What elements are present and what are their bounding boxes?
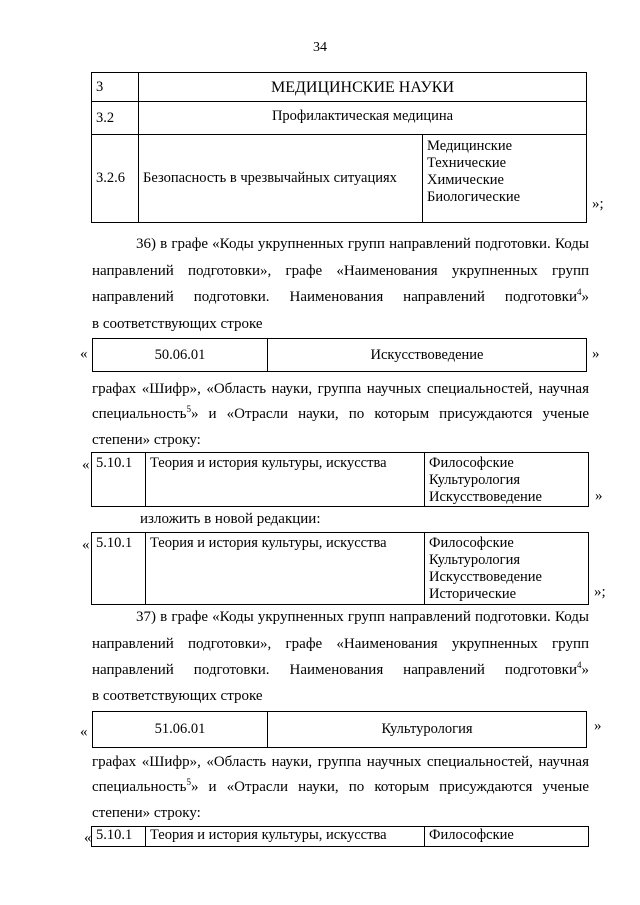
cell-title: Профилактическая медицина [139,102,587,135]
paragraph-line: направлений подготовки», графе «Наименования укрупненных групп [92,263,589,279]
cell-code: 3.2.6 [92,135,139,223]
table-row-5-10-1 [91,452,589,507]
cell-sciences: Философские [425,827,589,847]
cell-title: МЕДИЦИНСКИЕ НАУКИ [139,73,587,102]
paragraph-line: направлений подготовки», графе «Наименования укрупненных групп [92,636,589,652]
paragraph-line: графах «Шифр», «Область науки, группа научных специальностей, научная [92,754,589,770]
science-item: Искусствоведение [429,489,542,505]
science-item: Технические [427,155,507,171]
open-quote: « [82,457,90,473]
cell-name: Безопасность в чрезвычайных ситуациях [139,135,423,223]
paragraph-line: специальность$^5$» и «Отрасли науки, по которым присуждаются ученые [92,404,589,422]
cell-code: 3 [92,73,139,102]
open-quote: « [80,346,88,362]
closing-quote: »; [592,196,604,212]
science-item: Философские [429,535,514,551]
cell-code: 5.10.1 [92,533,146,605]
cell-name: Искусствоведение [268,339,587,372]
science-item: Медицинские [427,138,513,154]
science-item: Химические [427,172,504,188]
edit-instruction: изложить в новой редакции: [140,511,321,527]
science-item: Искусствоведение [429,569,542,585]
cell-name: Теория и история культуры, искусства [146,533,425,605]
cell-code: 51.06.01 [93,712,268,748]
table-row-51-06-01 [92,711,587,748]
closing-quote: » [594,718,602,734]
paragraph-line: в соответствующих строке [92,316,263,332]
science-item: Исторические [429,586,517,602]
paragraph-line: направлений подготовки. Наименования направлений подготовки$^4$» [92,660,589,678]
cell-sciences [425,533,589,605]
table-medical-sciences [91,72,587,223]
cell-name: Культурология [268,712,587,748]
open-quote: « [80,724,88,740]
cell-name: Теория и история культуры, искусства [146,453,425,507]
science-item: Биологические [427,189,521,205]
table-row-5-10-1-new [91,532,589,605]
science-item: Культурология [429,472,521,488]
cell-code: 3.2 [92,102,139,135]
science-item: Философские [429,455,514,471]
closing-quote: » [595,488,603,504]
paragraph-line: специальность$^5$» и «Отрасли науки, по которым присуждаются ученые [92,777,589,795]
table-row-50-06-01 [92,338,587,372]
cell-sciences [425,453,589,507]
cell-code: 5.10.1 [92,827,146,847]
closing-quote: »; [594,584,606,600]
paragraph-line: направлений подготовки. Наименования направлений подготовки$^4$» [92,287,589,305]
cell-code: 5.10.1 [92,453,146,507]
open-quote: « [84,830,92,846]
closing-quote: » [592,346,600,362]
paragraph-line: степени» строку: [92,432,201,448]
science-item: Культурология [429,552,521,568]
cell-name: Теория и история культуры, искусства [146,827,425,847]
cell-code: 50.06.01 [93,339,268,372]
cell-sciences [423,135,587,223]
paragraph-line: 37) в графе «Коды укрупненных групп направлений подготовки. Коды [136,609,589,625]
table-row-5-10-1-partial [91,826,589,847]
open-quote: « [82,537,90,553]
paragraph-line: в соответствующих строке [92,688,263,704]
paragraph-line: степени» строку: [92,805,201,821]
paragraph-line: графах «Шифр», «Область науки, группа научных специальностей, научная [92,381,589,397]
page-number: 34 [313,40,327,55]
paragraph-line: 36) в графе «Коды укрупненных групп направлений подготовки. Коды [136,236,589,252]
